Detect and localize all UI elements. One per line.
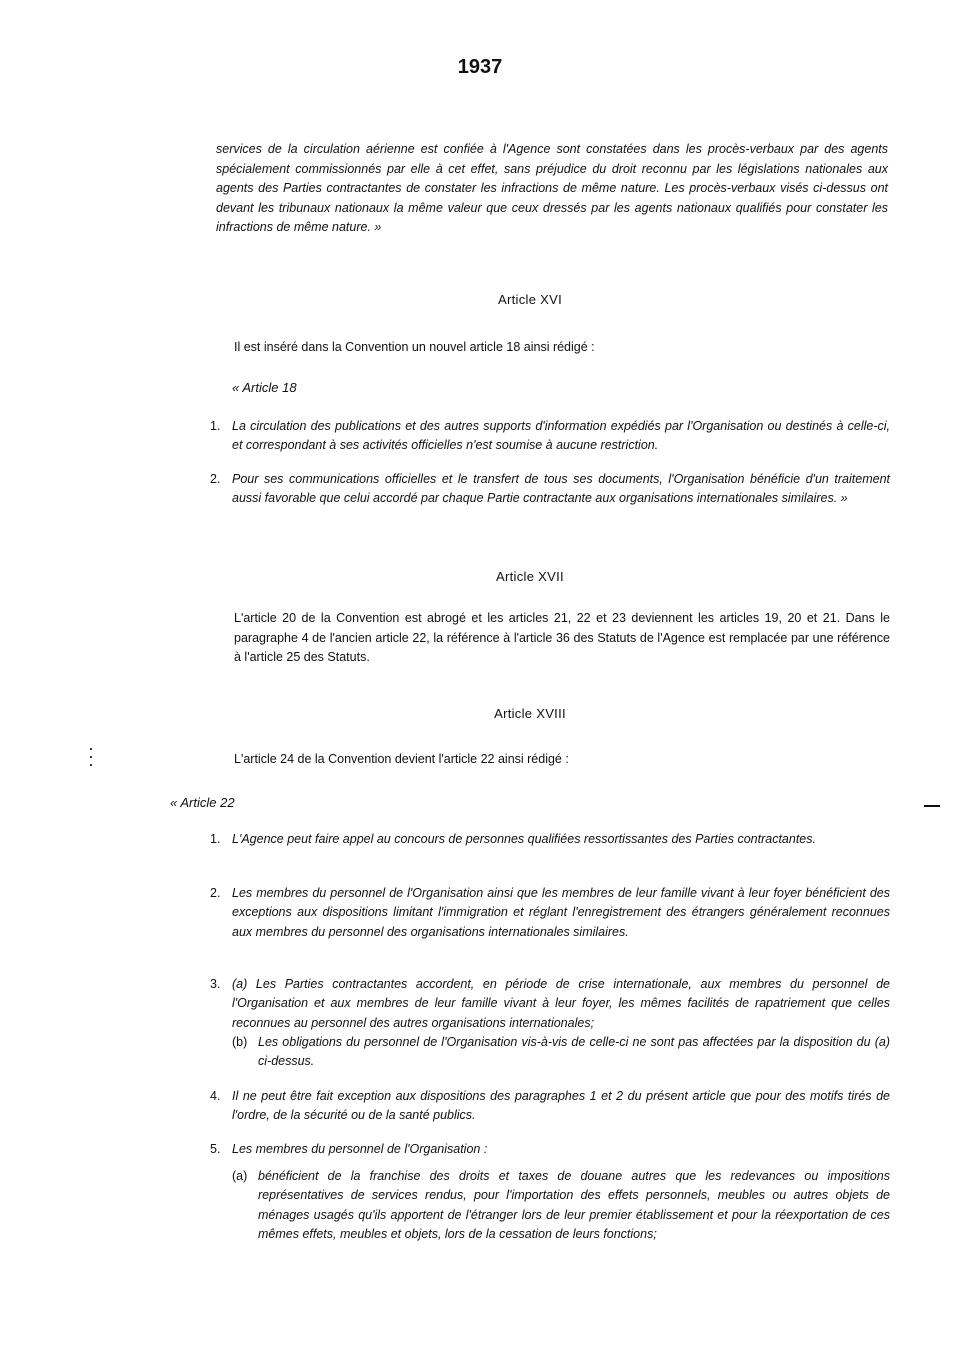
article-22-item-5a [232, 1167, 890, 1245]
item-text: Les membres du personnel de l'Organisation : [232, 1142, 488, 1156]
item-text: bénéficient de la franchise des droits et taxes de douane autres que les redevances ou impositions représentatives de services rendus, pour l'importation des effets personnels, meubles ou autres objets de ménages usagés qu'ils apportent de l'étranger lors de leur premier établissement et pour la réexportation de ces mêmes effets, meubles et objets, lors de la cessation de leurs fonctions; [258, 1169, 890, 1242]
item-number: (a) [232, 1169, 248, 1183]
article-xvi-intro: Il est inséré dans la Convention un nouvel article 18 ainsi rédigé : [234, 340, 595, 354]
page-number: 1937 [457, 56, 503, 78]
article-xviii-intro: L'article 24 de la Convention devient l'article 22 ainsi rédigé : [234, 752, 569, 766]
item-text: (a) Les Parties contractantes accordent, en période de crise internationale, aux membres du personnel de l'Organisation et aux membres de leur famille vivant à leur foyer, les mêmes facilités de rapatriement que celles reconnues au personnel des autres organisations internationales; [232, 977, 890, 1030]
article-22-item-3 [210, 975, 890, 1033]
scan-speck [90, 764, 92, 766]
item-number: 3. [210, 977, 221, 991]
item-text: Il ne peut être fait exception aux dispositions des paragraphes 1 et 2 du présent article que pour des motifs tirés de l'ordre, de la sécurité ou de la santé publics. [232, 1089, 890, 1123]
article-22-item-4 [210, 1087, 890, 1126]
item-number: 1. [210, 419, 221, 433]
article-22-label: « Article 22 [170, 795, 235, 810]
article-18-item-1 [210, 417, 890, 456]
scan-speck [90, 756, 92, 758]
continued-paragraph: services de la circulation aérienne est confiée à l'Agence sont constatées dans les procès-verbaux par des agents spécialement commissionnés par elle à cet effet, sans préjudice du droit reconnu par les législations nationales aux agents des Parties contractantes de constater les infractions de même nature. Les procès-verbaux visés ci-dessus ont devant les tribunaux nationaux la même valeur que ceux dressés par les agents nationaux qualifiés pour constater les infractions de même nature. » [216, 142, 888, 235]
article-18-item-2 [210, 470, 890, 509]
margin-mark [924, 805, 940, 807]
item-text: Pour ses communications officielles et le transfert de tous ses documents, l'Organisation bénéficie d'un traitement aussi favorable que celui accordé par chaque Partie contractante aux organisations internationales similaires. » [232, 472, 890, 506]
item-text: Les obligations du personnel de l'Organisation vis-à-vis de celle-ci ne sont pas affectées par la disposition du (a) ci-dessus. [258, 1035, 890, 1069]
item-number: 2. [210, 472, 221, 486]
item-number: (b) [232, 1035, 248, 1049]
item-number: 2. [210, 886, 221, 900]
article-xviii-heading: Article XVIII [494, 706, 566, 721]
item-text: Les membres du personnel de l'Organisation ainsi que les membres de leur famille vivant à leur foyer bénéficient des exceptions aux dispositions limitant l'immigration et réglant l'enregistrement des étrangers généralement reconnues aux membres du personnel des organisations internationales similaires. [232, 886, 890, 939]
article-22-item-5 [210, 1140, 890, 1159]
article-22-item-1 [210, 830, 890, 849]
article-22-item-3b [232, 1033, 890, 1072]
scan-speck [90, 748, 92, 750]
item-text: L'Agence peut faire appel au concours de personnes qualifiées ressortissantes des Parties contractantes. [232, 832, 816, 846]
item-number: 1. [210, 832, 221, 846]
article-xvii-text: L'article 20 de la Convention est abrogé et les articles 21, 22 et 23 deviennent les articles 19, 20 et 21. Dans le paragraphe 4 de l'ancien article 22, la référence à l'article 36 des Statuts de l'Agence est remplacée par une référence à l'article 25 des Statuts. [234, 611, 890, 665]
article-22-item-2 [210, 884, 890, 942]
article-xvii-heading: Article XVII [496, 569, 564, 584]
item-number: 4. [210, 1089, 221, 1103]
item-number: 5. [210, 1142, 221, 1156]
article-xvi-heading: Article XVI [498, 292, 562, 307]
item-text: La circulation des publications et des autres supports d'information expédiés par l'Organisation ou destinés à celle-ci, et correspondant à ses activités officielles n'est soumise à aucune restriction. [232, 419, 890, 453]
article-18-label: « Article 18 [232, 380, 297, 395]
